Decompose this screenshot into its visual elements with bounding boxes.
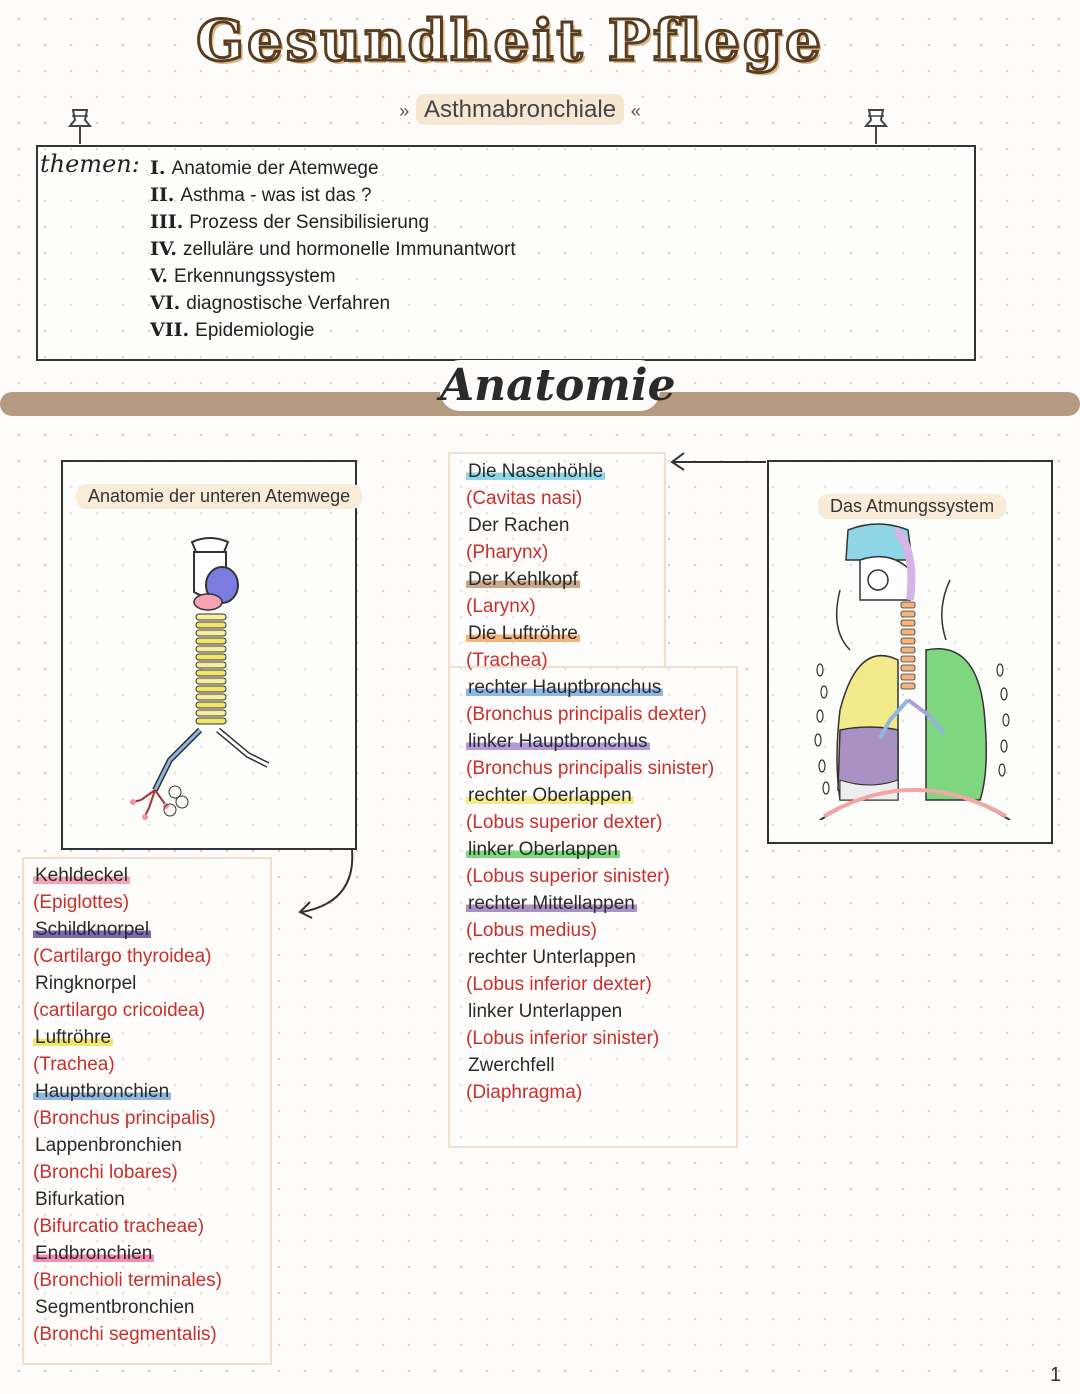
term-latin: (cartilargo cricoidea): [33, 1000, 206, 1021]
trachea-ring: [196, 702, 226, 708]
topic-item: [150, 290, 516, 317]
topic-text: Prozess der Sensibilisierung: [189, 212, 430, 233]
term-german: [33, 1240, 222, 1267]
rib-mark: [821, 686, 827, 698]
term-german: [466, 620, 714, 647]
term-latin: (Bronchioli terminales): [33, 1270, 223, 1291]
topic-item: [150, 209, 516, 236]
term-german-text: Lappenbronchien: [35, 1135, 182, 1156]
term-german: [33, 916, 222, 943]
topics-label: themen:: [40, 150, 140, 178]
page-number: 1: [1050, 1364, 1062, 1386]
topics-list: [150, 155, 516, 344]
trachea-ring: [901, 629, 915, 635]
topic-number: III.: [150, 211, 184, 233]
rib-mark: [817, 664, 823, 676]
subtitle-right-mark: «: [630, 101, 641, 121]
rib-mark: [817, 710, 823, 722]
term-latin: (Bronchus principalis sinister): [466, 758, 715, 779]
trachea-ring: [901, 683, 915, 689]
term-german-text: rechter Oberlappen: [468, 785, 632, 806]
topic-item: [150, 182, 516, 209]
term-german: [466, 782, 714, 809]
respiratory-system-illustration: [800, 520, 1030, 820]
topic-text: Epidemiologie: [195, 320, 315, 341]
trachea-ring: [901, 611, 915, 617]
term-german-text: linker Unterlappen: [468, 1001, 623, 1022]
section-title: Anatomie: [440, 360, 676, 411]
trachea-ring: [196, 678, 226, 684]
topic-text: diagnostische Verfahren: [186, 293, 391, 314]
term-german: [33, 970, 222, 997]
trachea-ring: [901, 674, 915, 680]
term-latin: (Bronchus principalis): [33, 1108, 216, 1129]
trachea-ring: [196, 694, 226, 700]
term-german-text: Schildknorpel: [35, 919, 150, 940]
term-latin: (Larynx): [466, 596, 536, 617]
subtitle: [390, 96, 650, 124]
respiratory-system-caption: Das Atmungssystem: [818, 494, 1006, 519]
trachea-ring: [196, 710, 226, 716]
term-latin: (Pharynx): [466, 542, 549, 563]
topic-item: [150, 236, 516, 263]
trachea-ring: [196, 662, 226, 668]
topic-text: zelluläre und hormonelle Immunantwort: [182, 239, 516, 260]
term-german: [33, 1294, 222, 1321]
subtitle-text: Asthmabronchiale: [416, 94, 624, 125]
term-german: [33, 1132, 222, 1159]
term-german-text: Luftröhre: [35, 1027, 112, 1048]
term-german-text: linker Hauptbronchus: [468, 731, 648, 752]
term-german-text: Hauptbronchien: [35, 1081, 170, 1102]
term-latin: (Lobus superior dexter): [466, 812, 663, 833]
term-german-text: Die Nasenhöhle: [468, 461, 604, 482]
trachea-ring: [901, 638, 915, 644]
term-latin: (Diaphragma): [466, 1082, 583, 1103]
term-german: [466, 890, 714, 917]
trachea-ring: [196, 622, 226, 628]
center-terms-list: [466, 458, 714, 1106]
term-german-text: Die Luftröhre: [468, 623, 578, 644]
term-german-text: Kehldeckel: [35, 865, 128, 886]
term-latin: (Trachea): [466, 650, 548, 671]
topic-text: Erkennungssystem: [174, 266, 336, 287]
term-latin: (Bifurcatio tracheae): [33, 1216, 205, 1237]
term-german: [466, 728, 714, 755]
term-german: [33, 1024, 222, 1051]
term-german: [33, 1078, 222, 1105]
term-latin: (Lobus inferior sinister): [466, 1028, 660, 1049]
term-german-text: rechter Mittellappen: [468, 893, 635, 914]
rib-mark: [997, 664, 1003, 676]
rib-mark: [823, 782, 829, 794]
term-german: [466, 836, 714, 863]
rib-mark: [1001, 688, 1007, 700]
topic-item: [150, 317, 516, 344]
rib-mark: [1003, 714, 1009, 726]
topic-text: Asthma - was ist das ?: [180, 185, 372, 206]
term-german-text: linker Oberlappen: [468, 839, 618, 860]
term-latin: (Cartilargo thyroidea): [33, 946, 212, 967]
term-german: [466, 674, 714, 701]
term-german-text: Der Rachen: [468, 515, 570, 536]
term-latin: (Lobus medius): [466, 920, 597, 941]
term-german: [466, 998, 714, 1025]
term-german-text: Der Kehlkopf: [468, 569, 578, 590]
trachea-ring: [196, 686, 226, 692]
term-german-text: Zwerchfell: [468, 1055, 555, 1076]
term-german: [466, 566, 714, 593]
rib-mark: [999, 764, 1005, 776]
trachea-ring: [196, 646, 226, 652]
term-latin: (Bronchi lobares): [33, 1162, 178, 1183]
term-latin: (Cavitas nasi): [466, 488, 583, 509]
topic-item: [150, 263, 516, 290]
lower-airways-caption: Anatomie der unteren Atemwege: [76, 484, 362, 509]
trachea-ring: [196, 630, 226, 636]
topic-number: VI.: [150, 292, 181, 314]
trachea-ring: [901, 602, 915, 608]
term-german: [466, 1052, 714, 1079]
term-german-text: Bifurkation: [35, 1189, 125, 1210]
rib-mark: [819, 760, 825, 772]
topic-number: VII.: [150, 319, 190, 341]
term-german-text: Endbronchien: [35, 1243, 153, 1264]
trachea-ring: [196, 614, 226, 620]
term-latin: (Trachea): [33, 1054, 115, 1075]
curved-arrow-icon: [290, 846, 360, 920]
page-title: Gesundheit Pflege: [196, 8, 824, 74]
term-german-text: rechter Unterlappen: [468, 947, 636, 968]
lower-airways-illustration: [120, 530, 300, 830]
topic-text: Anatomie der Atemwege: [171, 158, 379, 179]
subtitle-left-mark: »: [399, 101, 410, 121]
term-latin: (Lobus inferior dexter): [466, 974, 652, 995]
left-terms-list: [33, 862, 222, 1348]
trachea-ring: [196, 718, 226, 724]
term-latin: (Bronchi segmentalis): [33, 1324, 217, 1345]
term-german-text: Segmentbronchien: [35, 1297, 195, 1318]
topic-number: V.: [150, 265, 169, 287]
arrow-left-icon: [666, 448, 776, 478]
term-german-text: rechter Hauptbronchus: [468, 677, 662, 698]
topic-number: IV.: [150, 238, 177, 260]
term-german: [466, 512, 714, 539]
trachea-ring: [196, 638, 226, 644]
term-german: [33, 1186, 222, 1213]
topic-number: II.: [150, 184, 175, 206]
trachea-ring: [901, 665, 915, 671]
trachea-ring: [901, 620, 915, 626]
trachea-ring: [901, 647, 915, 653]
trachea-ring: [901, 656, 915, 662]
trachea-ring: [196, 670, 226, 676]
topic-number: I.: [150, 157, 166, 179]
term-latin: (Bronchus principalis dexter): [466, 704, 707, 725]
term-german: [466, 944, 714, 971]
trachea-ring: [196, 654, 226, 660]
rib-mark: [815, 734, 821, 746]
term-german: [33, 862, 222, 889]
rib-mark: [1001, 740, 1007, 752]
topic-item: [150, 155, 516, 182]
term-latin: (Epiglottes): [33, 892, 130, 913]
term-german-text: Ringknorpel: [35, 973, 137, 994]
term-latin: (Lobus superior sinister): [466, 866, 670, 887]
